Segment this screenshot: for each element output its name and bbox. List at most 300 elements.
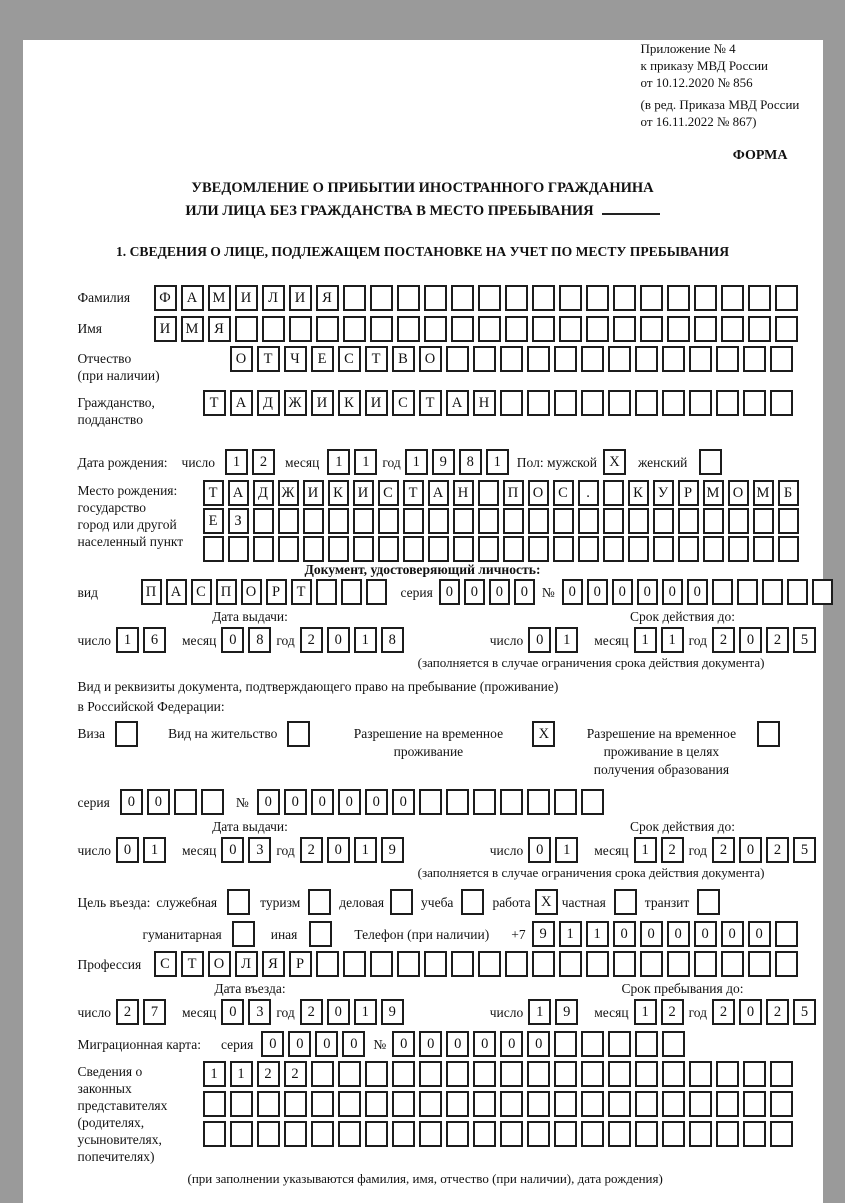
char-cell[interactable] (451, 285, 474, 311)
char-cell[interactable] (554, 1121, 577, 1147)
char-cell[interactable] (446, 789, 469, 815)
char-cell[interactable] (478, 508, 499, 534)
char-cell[interactable]: 9 (381, 837, 404, 863)
char-cell[interactable] (762, 579, 783, 605)
char-cell[interactable] (309, 921, 332, 947)
char-cell[interactable]: Т (203, 480, 224, 506)
char-cell[interactable] (787, 579, 808, 605)
char-cell[interactable]: Е (311, 346, 334, 372)
char-cell[interactable]: 0 (365, 789, 388, 815)
char-cell[interactable] (500, 1091, 523, 1117)
char-cell[interactable] (581, 1061, 604, 1087)
char-cell[interactable]: 0 (327, 837, 350, 863)
char-cell[interactable] (703, 508, 724, 534)
char-cell[interactable] (667, 316, 690, 342)
char-cell[interactable]: 0 (694, 921, 717, 947)
char-cell[interactable] (716, 1091, 739, 1117)
char-cell[interactable] (284, 1091, 307, 1117)
char-cell[interactable]: 0 (311, 789, 334, 815)
char-cell[interactable] (667, 951, 690, 977)
char-cell[interactable]: З (228, 508, 249, 534)
char-cell[interactable]: 9 (381, 999, 404, 1025)
char-cell[interactable] (689, 390, 712, 416)
char-cell[interactable] (262, 316, 285, 342)
char-cell[interactable] (403, 536, 424, 562)
char-cell[interactable]: 1 (634, 999, 657, 1025)
char-cell[interactable] (505, 285, 528, 311)
char-cell[interactable] (662, 1091, 685, 1117)
permit-valid-month[interactable] (634, 837, 684, 863)
entry-day[interactable] (116, 999, 166, 1025)
char-cell[interactable]: 0 (327, 627, 350, 653)
permit-series-cells[interactable] (120, 789, 224, 815)
char-cell[interactable] (378, 508, 399, 534)
char-cell[interactable] (527, 346, 550, 372)
char-cell[interactable] (689, 1091, 712, 1117)
char-cell[interactable] (365, 1091, 388, 1117)
char-cell[interactable]: 1 (327, 449, 350, 475)
char-cell[interactable] (453, 508, 474, 534)
char-cell[interactable]: О (419, 346, 442, 372)
char-cell[interactable] (203, 1091, 226, 1117)
char-cell[interactable] (635, 346, 658, 372)
char-cell[interactable]: М (703, 480, 724, 506)
char-cell[interactable]: 1 (405, 449, 428, 475)
char-cell[interactable] (473, 1121, 496, 1147)
char-cell[interactable] (635, 390, 658, 416)
char-cell[interactable]: . (578, 480, 599, 506)
char-cell[interactable]: 0 (392, 1031, 415, 1057)
char-cell[interactable] (451, 951, 474, 977)
permit-issue-day[interactable] (116, 837, 166, 863)
birthplace-row3-cells[interactable] (203, 536, 799, 562)
char-cell[interactable] (115, 721, 138, 747)
permit-issue-month[interactable] (221, 837, 271, 863)
char-cell[interactable]: С (553, 480, 574, 506)
char-cell[interactable] (721, 951, 744, 977)
char-cell[interactable] (753, 508, 774, 534)
char-cell[interactable] (553, 508, 574, 534)
sex-male-checkbox[interactable] (603, 449, 626, 475)
char-cell[interactable] (778, 536, 799, 562)
char-cell[interactable]: К (628, 480, 649, 506)
char-cell[interactable] (201, 789, 224, 815)
char-cell[interactable]: 1 (354, 449, 377, 475)
char-cell[interactable] (473, 346, 496, 372)
purpose-official-checkbox[interactable] (227, 889, 250, 915)
char-cell[interactable] (608, 1061, 631, 1087)
permit-valid-day[interactable] (528, 837, 578, 863)
char-cell[interactable] (428, 508, 449, 534)
char-cell[interactable] (257, 1091, 280, 1117)
char-cell[interactable] (424, 285, 447, 311)
char-cell[interactable] (419, 1061, 442, 1087)
birthplace-row1-cells[interactable] (203, 480, 799, 506)
char-cell[interactable] (770, 390, 793, 416)
char-cell[interactable] (554, 390, 577, 416)
patronymic-cells[interactable] (230, 346, 793, 372)
char-cell[interactable] (697, 889, 720, 915)
char-cell[interactable] (694, 285, 717, 311)
char-cell[interactable]: 0 (739, 837, 762, 863)
char-cell[interactable] (278, 536, 299, 562)
char-cell[interactable]: 0 (392, 789, 415, 815)
id-valid-day[interactable] (528, 627, 578, 653)
char-cell[interactable] (500, 390, 523, 416)
temporary-residence-checkbox[interactable] (532, 721, 555, 747)
char-cell[interactable] (608, 346, 631, 372)
char-cell[interactable] (689, 1061, 712, 1087)
id-issue-year[interactable] (300, 627, 404, 653)
char-cell[interactable] (743, 1121, 766, 1147)
char-cell[interactable] (478, 951, 501, 977)
char-cell[interactable]: X (535, 889, 558, 915)
stay-month[interactable] (634, 999, 684, 1025)
char-cell[interactable]: 0 (637, 579, 658, 605)
char-cell[interactable]: Д (257, 390, 280, 416)
char-cell[interactable] (500, 1121, 523, 1147)
char-cell[interactable] (419, 1121, 442, 1147)
char-cell[interactable]: 1 (559, 921, 582, 947)
char-cell[interactable]: Ж (284, 390, 307, 416)
char-cell[interactable] (613, 285, 636, 311)
char-cell[interactable] (316, 951, 339, 977)
representatives-row2-cells[interactable] (203, 1091, 793, 1117)
char-cell[interactable]: 0 (612, 579, 633, 605)
char-cell[interactable]: 0 (514, 579, 535, 605)
char-cell[interactable] (478, 480, 499, 506)
char-cell[interactable]: 1 (225, 449, 248, 475)
char-cell[interactable]: 2 (300, 837, 323, 863)
permit-number-cells[interactable] (257, 789, 604, 815)
char-cell[interactable] (503, 508, 524, 534)
char-cell[interactable] (338, 1121, 361, 1147)
char-cell[interactable]: А (166, 579, 187, 605)
char-cell[interactable]: 0 (419, 1031, 442, 1057)
char-cell[interactable] (770, 346, 793, 372)
char-cell[interactable] (581, 1031, 604, 1057)
char-cell[interactable]: 8 (381, 627, 404, 653)
char-cell[interactable]: Я (262, 951, 285, 977)
char-cell[interactable] (424, 951, 447, 977)
char-cell[interactable] (743, 1061, 766, 1087)
migcard-number-cells[interactable] (392, 1031, 685, 1057)
char-cell[interactable] (341, 579, 362, 605)
char-cell[interactable] (635, 1031, 658, 1057)
char-cell[interactable] (478, 316, 501, 342)
char-cell[interactable] (721, 285, 744, 311)
char-cell[interactable] (424, 316, 447, 342)
char-cell[interactable] (694, 316, 717, 342)
purpose-work-checkbox[interactable] (535, 889, 558, 915)
char-cell[interactable] (500, 1061, 523, 1087)
char-cell[interactable]: М (181, 316, 204, 342)
char-cell[interactable] (775, 921, 798, 947)
char-cell[interactable]: Л (262, 285, 285, 311)
char-cell[interactable] (397, 285, 420, 311)
firstname-cells[interactable] (154, 316, 798, 342)
char-cell[interactable] (603, 536, 624, 562)
char-cell[interactable] (640, 951, 663, 977)
char-cell[interactable] (311, 1091, 334, 1117)
char-cell[interactable]: 2 (300, 627, 323, 653)
char-cell[interactable]: 0 (587, 579, 608, 605)
char-cell[interactable]: 0 (613, 921, 636, 947)
char-cell[interactable] (365, 1121, 388, 1147)
char-cell[interactable] (743, 346, 766, 372)
char-cell[interactable]: 0 (739, 999, 762, 1025)
char-cell[interactable]: 2 (661, 837, 684, 863)
char-cell[interactable]: 2 (766, 837, 789, 863)
char-cell[interactable]: И (311, 390, 334, 416)
char-cell[interactable] (397, 951, 420, 977)
char-cell[interactable] (174, 789, 197, 815)
char-cell[interactable]: Н (453, 480, 474, 506)
char-cell[interactable] (478, 285, 501, 311)
purpose-study-checkbox[interactable] (461, 889, 484, 915)
char-cell[interactable] (559, 951, 582, 977)
char-cell[interactable]: 0 (489, 579, 510, 605)
char-cell[interactable] (743, 1091, 766, 1117)
char-cell[interactable]: Б (778, 480, 799, 506)
char-cell[interactable] (343, 951, 366, 977)
char-cell[interactable] (230, 1091, 253, 1117)
char-cell[interactable]: А (446, 390, 469, 416)
char-cell[interactable]: И (289, 285, 312, 311)
char-cell[interactable]: 2 (766, 627, 789, 653)
char-cell[interactable] (716, 1061, 739, 1087)
char-cell[interactable]: 0 (500, 1031, 523, 1057)
char-cell[interactable]: 0 (342, 1031, 365, 1057)
char-cell[interactable] (716, 390, 739, 416)
char-cell[interactable]: И (365, 390, 388, 416)
char-cell[interactable] (603, 508, 624, 534)
citizenship-cells[interactable] (203, 390, 793, 416)
char-cell[interactable]: Т (291, 579, 312, 605)
char-cell[interactable] (753, 536, 774, 562)
char-cell[interactable] (554, 1091, 577, 1117)
char-cell[interactable]: Ж (278, 480, 299, 506)
char-cell[interactable]: 0 (527, 1031, 550, 1057)
char-cell[interactable]: О (208, 951, 231, 977)
char-cell[interactable]: 7 (143, 999, 166, 1025)
char-cell[interactable] (775, 951, 798, 977)
char-cell[interactable] (635, 1091, 658, 1117)
char-cell[interactable]: О (728, 480, 749, 506)
stay-day[interactable] (528, 999, 578, 1025)
char-cell[interactable]: 1 (555, 627, 578, 653)
char-cell[interactable]: 0 (327, 999, 350, 1025)
char-cell[interactable] (667, 285, 690, 311)
char-cell[interactable] (728, 508, 749, 534)
char-cell[interactable] (505, 316, 528, 342)
char-cell[interactable]: Т (203, 390, 226, 416)
char-cell[interactable] (503, 536, 524, 562)
sex-female-checkbox[interactable] (699, 449, 722, 475)
char-cell[interactable] (328, 508, 349, 534)
char-cell[interactable] (353, 536, 374, 562)
char-cell[interactable] (390, 889, 413, 915)
char-cell[interactable] (757, 721, 780, 747)
char-cell[interactable]: И (303, 480, 324, 506)
char-cell[interactable]: 5 (793, 627, 816, 653)
char-cell[interactable]: 2 (284, 1061, 307, 1087)
purpose-tourism-checkbox[interactable] (308, 889, 331, 915)
char-cell[interactable]: П (503, 480, 524, 506)
char-cell[interactable]: 1 (528, 999, 551, 1025)
char-cell[interactable] (603, 480, 624, 506)
char-cell[interactable]: 1 (634, 837, 657, 863)
representatives-row1-cells[interactable] (203, 1061, 793, 1087)
char-cell[interactable] (289, 316, 312, 342)
char-cell[interactable]: В (392, 346, 415, 372)
char-cell[interactable] (446, 1061, 469, 1087)
char-cell[interactable]: У (653, 480, 674, 506)
char-cell[interactable]: М (208, 285, 231, 311)
char-cell[interactable]: 0 (284, 789, 307, 815)
char-cell[interactable] (316, 316, 339, 342)
education-residence-checkbox[interactable] (757, 721, 780, 747)
char-cell[interactable] (451, 316, 474, 342)
char-cell[interactable] (812, 579, 833, 605)
char-cell[interactable] (527, 789, 550, 815)
char-cell[interactable]: 2 (766, 999, 789, 1025)
birth-month-cells[interactable] (327, 449, 377, 475)
char-cell[interactable] (743, 390, 766, 416)
char-cell[interactable]: С (154, 951, 177, 977)
birthplace-row2-cells[interactable] (203, 508, 799, 534)
char-cell[interactable] (473, 789, 496, 815)
char-cell[interactable]: 2 (116, 999, 139, 1025)
char-cell[interactable] (586, 285, 609, 311)
char-cell[interactable] (528, 536, 549, 562)
char-cell[interactable]: 1 (203, 1061, 226, 1087)
char-cell[interactable] (613, 951, 636, 977)
char-cell[interactable]: 8 (459, 449, 482, 475)
char-cell[interactable]: И (154, 316, 177, 342)
char-cell[interactable] (311, 1061, 334, 1087)
id-doc-kind-cells[interactable] (141, 579, 387, 605)
char-cell[interactable] (578, 536, 599, 562)
char-cell[interactable] (628, 536, 649, 562)
phone-cells[interactable] (532, 921, 798, 947)
char-cell[interactable] (640, 285, 663, 311)
char-cell[interactable] (554, 789, 577, 815)
char-cell[interactable] (689, 1121, 712, 1147)
migcard-series-cells[interactable] (261, 1031, 365, 1057)
permit-valid-year[interactable] (712, 837, 816, 863)
char-cell[interactable]: X (603, 449, 626, 475)
id-valid-year[interactable] (712, 627, 816, 653)
char-cell[interactable] (500, 789, 523, 815)
char-cell[interactable] (500, 346, 523, 372)
char-cell[interactable] (775, 285, 798, 311)
char-cell[interactable]: 0 (120, 789, 143, 815)
char-cell[interactable]: 5 (793, 999, 816, 1025)
char-cell[interactable]: 9 (432, 449, 455, 475)
char-cell[interactable] (716, 346, 739, 372)
char-cell[interactable] (527, 1091, 550, 1117)
char-cell[interactable] (232, 921, 255, 947)
surname-cells[interactable] (154, 285, 798, 311)
char-cell[interactable] (581, 390, 604, 416)
char-cell[interactable]: О (528, 480, 549, 506)
char-cell[interactable] (662, 1121, 685, 1147)
char-cell[interactable]: Т (257, 346, 280, 372)
char-cell[interactable]: А (228, 480, 249, 506)
char-cell[interactable] (559, 316, 582, 342)
char-cell[interactable]: 0 (147, 789, 170, 815)
char-cell[interactable]: Т (181, 951, 204, 977)
char-cell[interactable] (581, 789, 604, 815)
char-cell[interactable] (446, 1091, 469, 1117)
char-cell[interactable] (392, 1061, 415, 1087)
char-cell[interactable]: 0 (338, 789, 361, 815)
char-cell[interactable] (586, 951, 609, 977)
char-cell[interactable] (378, 536, 399, 562)
char-cell[interactable]: 9 (555, 999, 578, 1025)
char-cell[interactable] (365, 1061, 388, 1087)
char-cell[interactable] (370, 316, 393, 342)
char-cell[interactable] (392, 1091, 415, 1117)
char-cell[interactable] (311, 1121, 334, 1147)
id-issue-month[interactable] (221, 627, 271, 653)
char-cell[interactable]: Ф (154, 285, 177, 311)
char-cell[interactable]: К (328, 480, 349, 506)
char-cell[interactable] (628, 508, 649, 534)
char-cell[interactable]: 1 (354, 837, 377, 863)
char-cell[interactable]: 1 (354, 999, 377, 1025)
char-cell[interactable]: 1 (354, 627, 377, 653)
char-cell[interactable]: 0 (687, 579, 708, 605)
entry-month[interactable] (221, 999, 271, 1025)
char-cell[interactable]: 0 (464, 579, 485, 605)
char-cell[interactable] (227, 889, 250, 915)
char-cell[interactable] (532, 285, 555, 311)
char-cell[interactable] (353, 508, 374, 534)
char-cell[interactable] (419, 789, 442, 815)
char-cell[interactable] (338, 1091, 361, 1117)
char-cell[interactable] (748, 285, 771, 311)
char-cell[interactable] (228, 536, 249, 562)
char-cell[interactable]: 0 (116, 837, 139, 863)
purpose-private-checkbox[interactable] (614, 889, 637, 915)
char-cell[interactable] (678, 508, 699, 534)
char-cell[interactable]: Т (419, 390, 442, 416)
char-cell[interactable]: X (532, 721, 555, 747)
char-cell[interactable]: 2 (712, 999, 735, 1025)
char-cell[interactable] (446, 346, 469, 372)
char-cell[interactable] (608, 390, 631, 416)
char-cell[interactable]: М (753, 480, 774, 506)
char-cell[interactable] (554, 346, 577, 372)
char-cell[interactable] (678, 536, 699, 562)
char-cell[interactable] (328, 536, 349, 562)
birth-day-cells[interactable] (225, 449, 275, 475)
profession-cells[interactable] (154, 951, 798, 977)
char-cell[interactable] (554, 1061, 577, 1087)
char-cell[interactable]: 1 (661, 627, 684, 653)
char-cell[interactable]: И (235, 285, 258, 311)
char-cell[interactable]: Ч (284, 346, 307, 372)
char-cell[interactable] (235, 316, 258, 342)
char-cell[interactable]: О (230, 346, 253, 372)
char-cell[interactable] (446, 1121, 469, 1147)
char-cell[interactable] (778, 508, 799, 534)
stay-year[interactable] (712, 999, 816, 1025)
char-cell[interactable]: 2 (712, 627, 735, 653)
char-cell[interactable] (553, 536, 574, 562)
